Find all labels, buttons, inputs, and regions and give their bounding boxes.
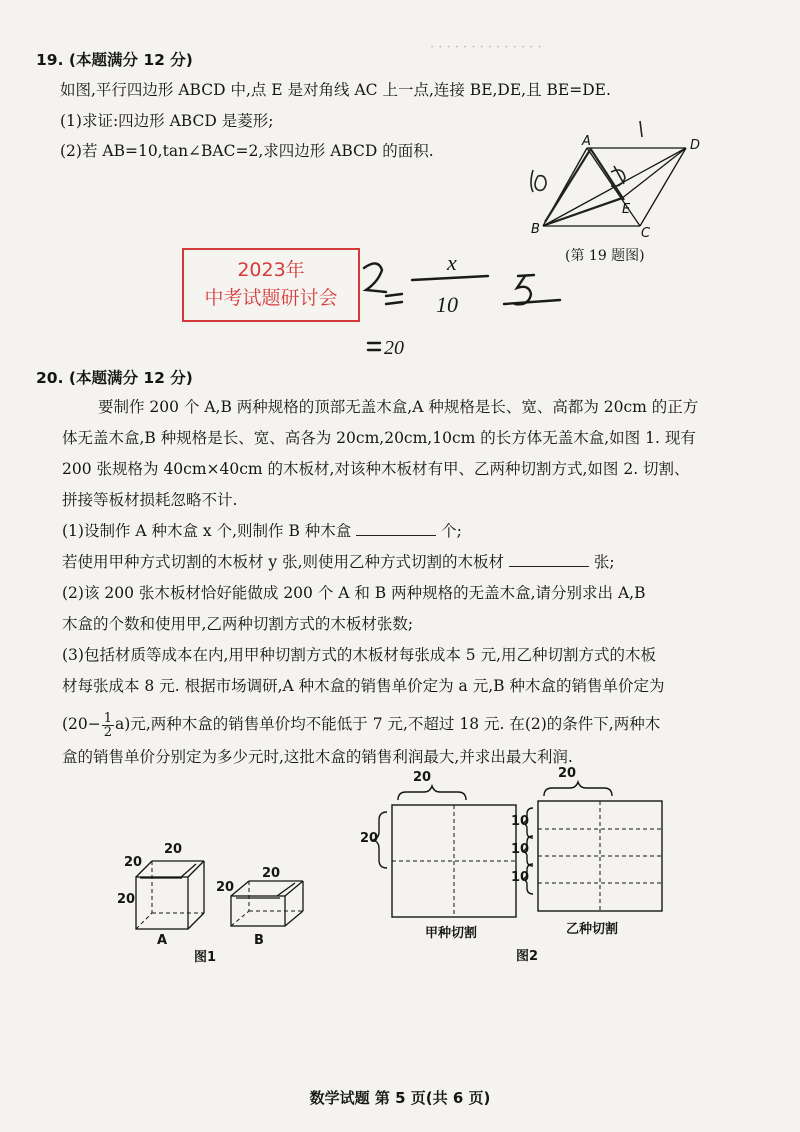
fig19-label-e: E [622,202,631,217]
q20-part2a: (2)该 200 张木板材恰好能做成 200 个 A 和 B 两种规格的无盖木盒,请分别求出 A,B [62,584,646,602]
fig1-dim-a-side: 20 [124,855,143,870]
q20-part3a: (3)包括材质等成本在内,用甲种切割方式的木板材每张成本 5 元,用乙种切割方式的木板 [62,646,657,664]
hw-frac-top: x [447,250,457,275]
stamp-line-1: 2023年 [237,259,305,281]
stamp-line-2: 中考试题研讨会 [204,287,338,309]
q20-part2b: 木盒的个数和使用甲,乙两种切割方式的木板材张数; [62,615,414,633]
q20-part3c [62,709,660,739]
fraction-denominator: 2 [103,724,113,740]
q20-part1a-post: 个; [441,522,462,540]
fig2-yi-side-3: 10 [511,870,530,885]
fig1-dim-a-height: 20 [117,892,136,907]
fig1-label-b: B [254,933,264,948]
fig1-dim-b-top: 20 [262,866,281,881]
q20-part1b [62,552,615,572]
fig19-caption: (第 19 题图) [565,248,645,264]
fig2-caption: 图2 [516,949,539,964]
fraction-one-half [102,712,114,739]
fig2-yi-top: 20 [558,766,577,781]
q20-part1a [62,521,462,541]
fig2-yi-side-1: 10 [511,814,530,829]
answer-blank-1[interactable] [356,521,436,536]
page-footer: 数学试题 第 5 页(共 6 页) [309,1089,491,1107]
q19-stem: 如图,平行四边形 ABCD 中,点 E 是对角线 AC 上一点,连接 BE,DE,且 BE=DE. [60,81,611,99]
fig19-label-d: D [690,138,701,153]
fig2-jia-caption: 甲种切割 [425,926,478,941]
fig1-dim-a-top: 20 [164,842,183,857]
q20-p1: 要制作 200 个 A,B 两种规格的顶部无盖木盒,A 种规格是长、宽、高都为 20cm 的正方 [98,398,699,416]
q20-part3b: 材每张成本 8 元. 根据市场调研,A 种木盒的销售单价定为 a 元,B 种木盒的销售单价定为 [62,677,665,695]
bleed-through-text: · · · · · · · · · · · · · · [430,40,542,55]
q20-part1b-post: 张; [593,553,615,571]
watermark-stamp [182,248,360,322]
q20-p4: 拼接等板材损耗忽略不计. [62,491,238,509]
hw-frac-bottom: 10 [436,292,458,317]
fig2-jia-side: 20 [360,831,379,846]
q20-part1a-pre: (1)设制作 A 种木盒 x 个,则制作 B 种木盒 [62,522,352,540]
fig1-label-a: A [157,933,168,948]
q19-part2: (2)若 AB=10,tan∠BAC=2,求四边形 ABCD 的面积. [60,142,434,160]
q20-part1b-pre: 若使用甲种方式切割的木板材 y 张,则使用乙种方式切割的木板材 [62,553,505,571]
fig19-label-a: A [582,134,591,149]
q19-part1: (1)求证:四边形 ABCD 是菱形; [60,112,274,130]
q20-header: 20. (本题满分 12 分) [36,369,193,387]
fig1-caption: 图1 [194,950,217,965]
q20-part3c-post: a)元,两种木盒的销售单价均不能低于 7 元,不超过 18 元. 在(2)的条件下,两种木 [115,715,661,733]
q20-p2: 体无盖木盒,B 种规格是长、宽、高各为 20cm,20cm,10cm 的长方体无盖木盒,如图 1. 现有 [62,429,696,447]
fig19-label-c: C [641,226,651,241]
q20-part3d: 盒的销售单价分别定为多少元时,这批木盒的销售利润最大,并求出最大利润. [62,748,573,766]
fig2-yi-side-2: 10 [511,842,530,857]
q20-p3: 200 张规格为 40cm×40cm 的木板材,对该种木板材有甲、乙两种切割方式,如图 2. 切割、 [62,460,690,478]
q20-part3c-pre: (20− [62,715,101,733]
answer-blank-2[interactable] [509,552,589,567]
fig2-jia-top: 20 [413,770,432,785]
q19-header: 19. (本题满分 12 分) [36,51,193,69]
hw-result: 20 [384,337,404,359]
fig19-label-b: B [531,222,540,237]
fig1-dim-b-side: 20 [216,880,235,895]
fig2-yi-caption: 乙种切割 [566,922,619,937]
fraction-numerator: 1 [103,710,113,726]
